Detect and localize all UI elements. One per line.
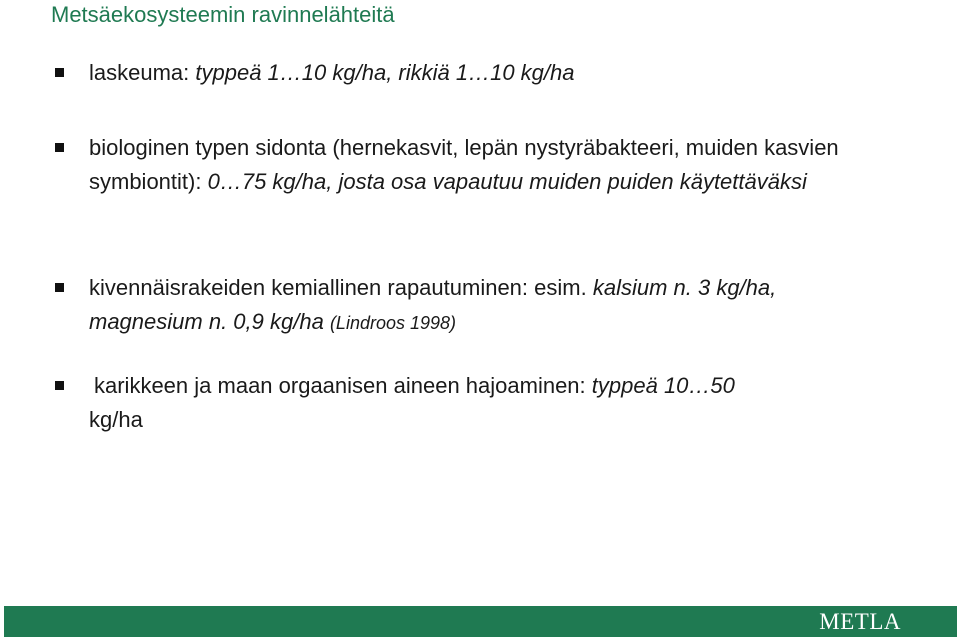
metla-logo: METLA	[819, 609, 901, 634]
bullet-item-weathering	[89, 271, 889, 340]
square-bullet-icon	[55, 283, 64, 292]
bullet-value-text: typpeä 1…10 kg/ha, rikkiä 1…10 kg/ha	[195, 60, 575, 85]
bullet-text: kivennäisrakeiden kemiallinen rapautuminen: esim.	[89, 275, 593, 300]
source-citation: (Lindroos 1998)	[329, 313, 457, 333]
bullet-value-text: typpeä 10…50	[591, 373, 735, 398]
bullet-value-text: kalsium n. 3 kg/ha, magnesium n. 0,9 kg/ha	[89, 275, 777, 334]
square-bullet-icon	[55, 143, 64, 152]
bullet-text: karikkeen ja maan orgaanisen aineen hajoaminen:	[94, 373, 592, 398]
slide-title: Metsäekosysteemin ravinnelähteitä	[51, 2, 395, 27]
bullet-text: laskeuma:	[89, 60, 196, 85]
footer-bar	[4, 606, 957, 637]
bullet-item-deposition	[89, 56, 889, 90]
bullet-text: biologinen typen sidonta (hernekasvit, lepän nystyräbakteeri, muiden kasvien symbiontit):	[89, 135, 839, 194]
square-bullet-icon	[55, 68, 64, 77]
bullet-item-nitrogen-fixation	[89, 131, 889, 199]
bullet-unit-text: kg/ha	[89, 407, 143, 432]
bullet-value-text: 0…75 kg/ha, josta osa vapautuu muiden puiden käytettäväksi	[207, 169, 807, 194]
bullet-item-decomposition	[89, 369, 889, 437]
square-bullet-icon	[55, 381, 64, 390]
